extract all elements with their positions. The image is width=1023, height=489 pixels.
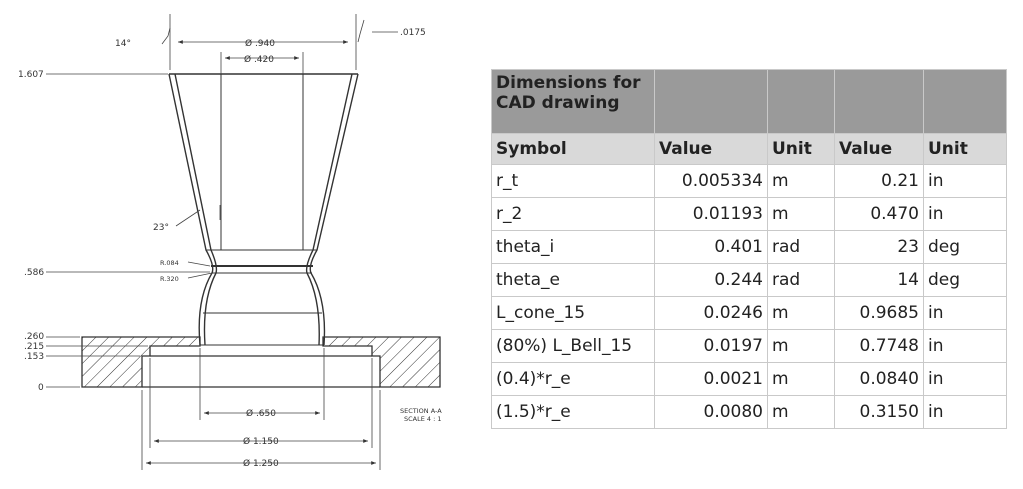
dimensions-table bbox=[491, 69, 1007, 429]
table-title-filler bbox=[835, 70, 924, 134]
flange-top-height-label: .260 bbox=[24, 332, 45, 342]
table-title-cell bbox=[492, 70, 655, 134]
table-title-filler bbox=[655, 70, 768, 134]
value-imperial-cell: 0.470 bbox=[835, 198, 924, 231]
table-row bbox=[492, 264, 1007, 297]
value-si-cell: 0.244 bbox=[655, 264, 768, 297]
value-imperial-cell: 0.21 bbox=[835, 165, 924, 198]
unit-si-cell: rad bbox=[768, 264, 835, 297]
header-symbol: Symbol bbox=[492, 134, 655, 165]
unit-imperial-cell: in bbox=[924, 198, 1007, 231]
symbol-cell: r_2 bbox=[492, 198, 655, 231]
throat-height-label: .586 bbox=[24, 268, 45, 278]
value-imperial-cell: 0.0840 bbox=[835, 363, 924, 396]
table-row bbox=[492, 363, 1007, 396]
symbol-cell: (1.5)*r_e bbox=[492, 396, 655, 429]
unit-si-cell: m bbox=[768, 396, 835, 429]
value-si-cell: 0.0246 bbox=[655, 297, 768, 330]
table-row bbox=[492, 198, 1007, 231]
angle-23-label: 23° bbox=[153, 223, 169, 233]
table-header-row bbox=[492, 134, 1007, 165]
unit-si-cell: m bbox=[768, 165, 835, 198]
value-imperial-cell: 0.7748 bbox=[835, 330, 924, 363]
value-si-cell: 0.01193 bbox=[655, 198, 768, 231]
section-scale: SCALE 4 : 1 bbox=[404, 415, 442, 423]
wall-thickness-label: .0175 bbox=[400, 28, 426, 38]
table-row bbox=[492, 231, 1007, 264]
unit-imperial-cell: in bbox=[924, 297, 1007, 330]
header-unit-imperial: Unit bbox=[924, 134, 1007, 165]
symbol-cell: (80%) L_Bell_15 bbox=[492, 330, 655, 363]
unit-si-cell: rad bbox=[768, 231, 835, 264]
table-title-filler bbox=[924, 70, 1007, 134]
value-si-cell: 0.005334 bbox=[655, 165, 768, 198]
table-title-row bbox=[492, 70, 1007, 134]
flange-inner-diameter-label: Ø 1.150 bbox=[243, 437, 279, 447]
unit-imperial-cell: in bbox=[924, 330, 1007, 363]
unit-si-cell: m bbox=[768, 330, 835, 363]
unit-imperial-cell: deg bbox=[924, 231, 1007, 264]
header-value-si: Value bbox=[655, 134, 768, 165]
value-imperial-cell: 14 bbox=[835, 264, 924, 297]
unit-imperial-cell: deg bbox=[924, 264, 1007, 297]
small-radius-label: R.084 bbox=[160, 259, 179, 267]
value-imperial-cell: 23 bbox=[835, 231, 924, 264]
unit-si-cell: m bbox=[768, 198, 835, 231]
table-row bbox=[492, 330, 1007, 363]
value-si-cell: 0.401 bbox=[655, 231, 768, 264]
flange-mid-height-label: .215 bbox=[24, 342, 45, 352]
nozzle-body bbox=[169, 74, 358, 345]
zero-height-label: 0 bbox=[38, 383, 44, 393]
symbol-cell: theta_e bbox=[492, 264, 655, 297]
exit-diameter-label: Ø .940 bbox=[245, 39, 275, 49]
symbol-cell: (0.4)*r_e bbox=[492, 363, 655, 396]
table-row bbox=[492, 297, 1007, 330]
angle-14-label: 14° bbox=[115, 39, 131, 49]
unit-si-cell: m bbox=[768, 297, 835, 330]
unit-imperial-cell: in bbox=[924, 396, 1007, 429]
value-imperial-cell: 0.9685 bbox=[835, 297, 924, 330]
value-si-cell: 0.0080 bbox=[655, 396, 768, 429]
flange-low-height-label: .153 bbox=[24, 352, 45, 362]
dimension-lines bbox=[46, 14, 398, 470]
header-value-imperial: Value bbox=[835, 134, 924, 165]
height-top-label: 1.607 bbox=[18, 70, 44, 80]
table-title-filler bbox=[768, 70, 835, 134]
value-si-cell: 0.0021 bbox=[655, 363, 768, 396]
symbol-cell: r_t bbox=[492, 165, 655, 198]
flange-outer-diameter-label: Ø 1.250 bbox=[243, 459, 279, 469]
section-title: SECTION A-A bbox=[400, 407, 442, 415]
value-imperial-cell: 0.3150 bbox=[835, 396, 924, 429]
base-diameter-label: Ø .650 bbox=[246, 409, 276, 419]
header-unit-si: Unit bbox=[768, 134, 835, 165]
value-si-cell: 0.0197 bbox=[655, 330, 768, 363]
table-row bbox=[492, 165, 1007, 198]
exit-inner-diameter-label: Ø .420 bbox=[244, 55, 274, 65]
unit-imperial-cell: in bbox=[924, 165, 1007, 198]
unit-si-cell: m bbox=[768, 363, 835, 396]
nozzle-section-drawing bbox=[0, 0, 480, 489]
symbol-cell: theta_i bbox=[492, 231, 655, 264]
table-row bbox=[492, 396, 1007, 429]
unit-imperial-cell: in bbox=[924, 363, 1007, 396]
large-radius-label: R.320 bbox=[160, 275, 179, 283]
table-title: Dimensions for CAD drawing bbox=[496, 73, 641, 113]
symbol-cell: L_cone_15 bbox=[492, 297, 655, 330]
